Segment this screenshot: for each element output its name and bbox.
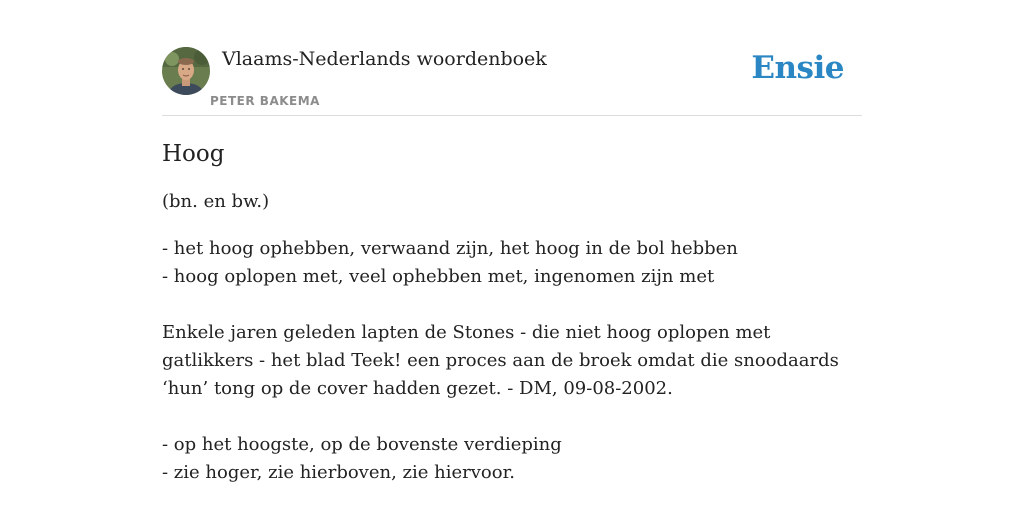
divider (162, 115, 862, 116)
avatar-photo (162, 47, 210, 95)
dictionary-title[interactable]: Vlaams-Nederlands woordenboek (222, 48, 547, 70)
header (162, 46, 862, 116)
entry-content (162, 138, 862, 487)
brand-logo[interactable]: Ensie (751, 50, 844, 86)
part-of-speech: (bn. en bw.) (162, 191, 270, 212)
avatar[interactable] (162, 47, 210, 95)
entry-body: - het hoog ophebben, verwaand zijn, het hoog in de bol hebben - hoog oplopen met, veel ophebben met, ingenomen zijn met Enkele jaren geleden lapten de Stones - die niet hoog oplopen met gatlikkers - het blad Teek! een proces aan de broek omdat die snoodaards ‘hun’ tong op de cover hadden gezet. - DM, 09-08-2002. - op het hoogste, op de bovenste verdieping - zie hoger, zie hierboven, zie hiervoor. (162, 238, 839, 483)
entry-title: Hoog (162, 141, 225, 167)
author-name[interactable]: PETER BAKEMA (210, 94, 320, 108)
